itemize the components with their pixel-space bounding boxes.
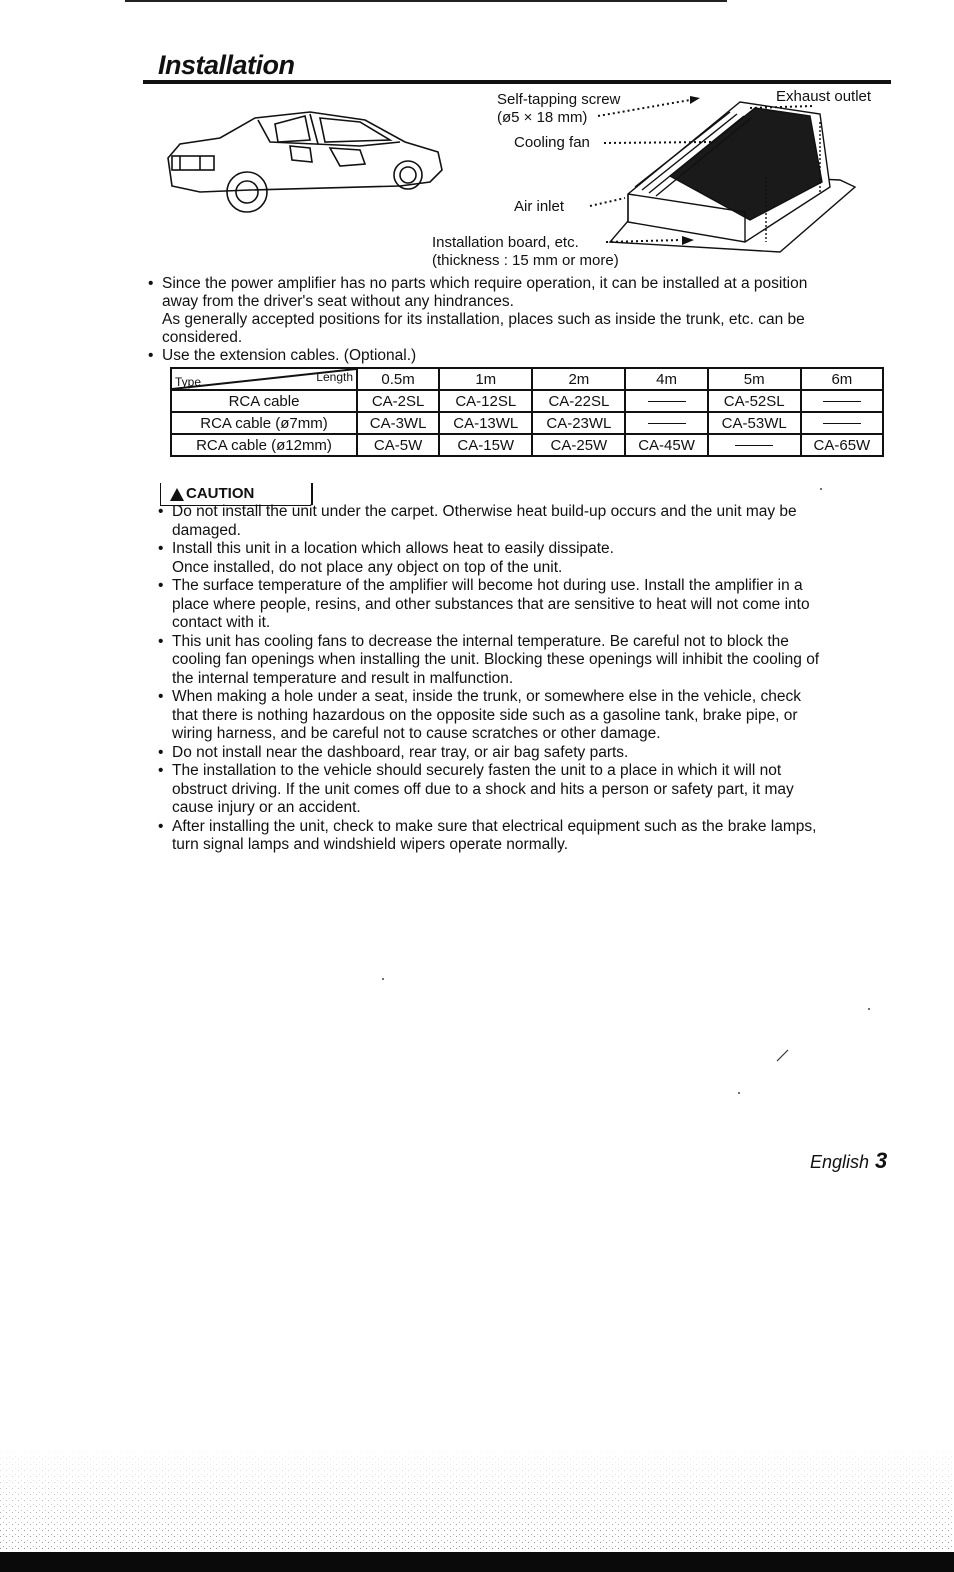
caution-item xyxy=(158,540,898,577)
cable-model-cell: CA-25W xyxy=(532,434,625,456)
intro-text-line: Use the extension cables. (Optional.) xyxy=(162,347,417,364)
board-thickness-label: (thickness : 15 mm or more) xyxy=(432,252,619,269)
exhaust-outlet-label: Exhaust outlet xyxy=(776,88,872,105)
bullet-dot: • xyxy=(158,743,164,761)
table-row xyxy=(171,434,883,456)
cable-model-cell: CA-52SL xyxy=(708,390,801,412)
warning-triangle-icon xyxy=(170,488,184,501)
corner-type-label: Type xyxy=(175,375,202,389)
caution-text-line: contact with it. xyxy=(172,614,271,631)
bullet-dot: • xyxy=(158,632,164,650)
scan-noise xyxy=(0,1440,954,1552)
corner-length-label: Length xyxy=(316,370,353,384)
page-number: 3 xyxy=(875,1148,888,1173)
intro-text-line: considered. xyxy=(162,329,243,346)
caution-text-line: Once installed, do not place any object on top of the unit. xyxy=(172,558,563,576)
not-available-dash xyxy=(735,445,773,447)
table-row xyxy=(171,412,883,434)
length-header: 4m xyxy=(625,368,707,390)
bullet-dot: • xyxy=(158,762,164,779)
bullet-dot: • xyxy=(158,688,164,705)
table-corner-cell xyxy=(171,368,357,390)
caution-heading: CAUTION xyxy=(186,485,255,502)
cable-model-cell xyxy=(801,412,883,434)
scan-speck xyxy=(738,1092,740,1094)
cable-model-cell: CA-15W xyxy=(439,434,532,456)
intro-bullet xyxy=(148,275,888,347)
bullet-dot: • xyxy=(158,503,164,520)
caution-text-line: that there is nothing hazardous on the opposite side such as a gasoline tank, brake pipe, or xyxy=(172,706,798,724)
air-inlet-label: Air inlet xyxy=(514,198,565,215)
caution-item xyxy=(158,633,898,689)
caution-text-line: damaged. xyxy=(172,521,241,539)
caution-item xyxy=(158,744,898,763)
caution-text-line: When making a hole under a seat, inside the trunk, or somewhere else in the vehicle, check xyxy=(172,688,801,705)
table-header-row xyxy=(171,368,883,390)
cable-model-cell: CA-23WL xyxy=(532,412,625,434)
cable-type-cell: RCA cable xyxy=(171,390,357,412)
screw-label: Self-tapping screw xyxy=(497,91,621,108)
cable-model-cell: CA-53WL xyxy=(708,412,801,434)
caution-text-line: The installation to the vehicle should securely fasten the unit to a place in which it will not xyxy=(172,762,782,779)
cable-model-cell: CA-3WL xyxy=(357,412,439,434)
cooling-fan-label: Cooling fan xyxy=(514,134,590,151)
not-available-dash xyxy=(648,423,686,425)
cable-model-cell: CA-2SL xyxy=(357,390,439,412)
length-header: 0.5m xyxy=(357,368,439,390)
caution-text-line: Do not install the unit under the carpet. Otherwise heat build-up occurs and the unit may be xyxy=(172,503,797,520)
cable-model-cell: CA-22SL xyxy=(532,390,625,412)
length-header: 6m xyxy=(801,368,883,390)
scan-bottom-edge xyxy=(0,1552,954,1572)
caution-item xyxy=(158,762,898,818)
caution-text-line: Install this unit in a location which allows heat to easily dissipate. xyxy=(172,540,614,557)
cable-model-cell: CA-45W xyxy=(625,434,707,456)
caution-list xyxy=(158,503,898,855)
not-available-dash xyxy=(823,423,861,425)
scan-speck xyxy=(820,488,822,490)
bullet-dot: • xyxy=(148,275,154,292)
extension-cable-table xyxy=(170,367,884,457)
cable-model-cell xyxy=(625,390,707,412)
not-available-dash xyxy=(648,401,686,403)
intro-text-line: Since the power amplifier has no parts which require operation, it can be installed at a position xyxy=(162,275,808,292)
cable-model-cell xyxy=(625,412,707,434)
page-footer xyxy=(810,1148,887,1174)
cable-model-cell xyxy=(801,390,883,412)
caution-text-line: obstruct driving. If the unit comes off due to a shock and hits a person or safety part, it may xyxy=(172,780,794,798)
scan-speck xyxy=(868,1008,870,1010)
cable-type-cell: RCA cable (ø12mm) xyxy=(171,434,357,456)
cable-model-cell: CA-13WL xyxy=(439,412,532,434)
intro-bullet xyxy=(148,347,888,365)
scan-speck xyxy=(382,978,384,980)
intro-text-line: away from the driver's seat without any hindrances. xyxy=(162,293,514,310)
cable-type-cell: RCA cable (ø7mm) xyxy=(171,412,357,434)
caution-text-line: After installing the unit, check to make sure that electrical equipment such as the brake lamps, xyxy=(172,817,817,835)
caution-item xyxy=(158,818,898,855)
caution-text-line: wiring harness, and be careful not to cause scratches or other damage. xyxy=(172,725,661,742)
caution-item xyxy=(158,503,898,540)
cable-model-cell: CA-5W xyxy=(357,434,439,456)
caution-text-line: cooling fan openings when installing the unit. Blocking these openings will inhibit the cooling of xyxy=(172,651,820,668)
bullet-dot: • xyxy=(158,817,164,835)
length-header: 1m xyxy=(439,368,532,390)
caution-text-line: Do not install near the dashboard, rear tray, or air bag safety parts. xyxy=(172,743,629,761)
cable-model-cell: CA-12SL xyxy=(439,390,532,412)
bullet-dot: • xyxy=(158,540,164,557)
caution-text-line: the internal temperature and result in malfunction. xyxy=(172,669,514,687)
footer-language: English xyxy=(810,1152,870,1172)
caution-item xyxy=(158,688,898,744)
scan-mark xyxy=(776,1048,790,1062)
intro-text-line: As generally accepted positions for its installation, places such as inside the trunk, etc. can be xyxy=(162,311,805,328)
caution-text-line: turn signal lamps and windshield wipers operate normally. xyxy=(172,836,569,853)
installation-board-label: Installation board, etc. xyxy=(432,234,579,251)
caution-text-line: This unit has cooling fans to decrease the internal temperature. Be careful not to block the xyxy=(172,632,789,650)
caution-text-line: The surface temperature of the amplifier will become hot during use. Install the amplifier in a xyxy=(172,577,803,594)
not-available-dash xyxy=(823,401,861,403)
length-header: 2m xyxy=(532,368,625,390)
caution-item xyxy=(158,577,898,633)
table-row xyxy=(171,390,883,412)
caution-text-line: cause injury or an accident. xyxy=(172,799,361,816)
caution-text-line: place where people, resins, and other substances that are sensitive to heat will not come into xyxy=(172,595,810,613)
intro-section xyxy=(148,275,888,365)
bullet-dot: • xyxy=(158,577,164,594)
page-title: Installation xyxy=(158,50,295,80)
leader-lines xyxy=(0,0,954,280)
bullet-dot: • xyxy=(148,347,154,364)
screw-size-label: (ø5 × 18 mm) xyxy=(497,109,588,126)
length-header: 5m xyxy=(708,368,801,390)
cable-model-cell xyxy=(708,434,801,456)
cable-model-cell: CA-65W xyxy=(801,434,883,456)
